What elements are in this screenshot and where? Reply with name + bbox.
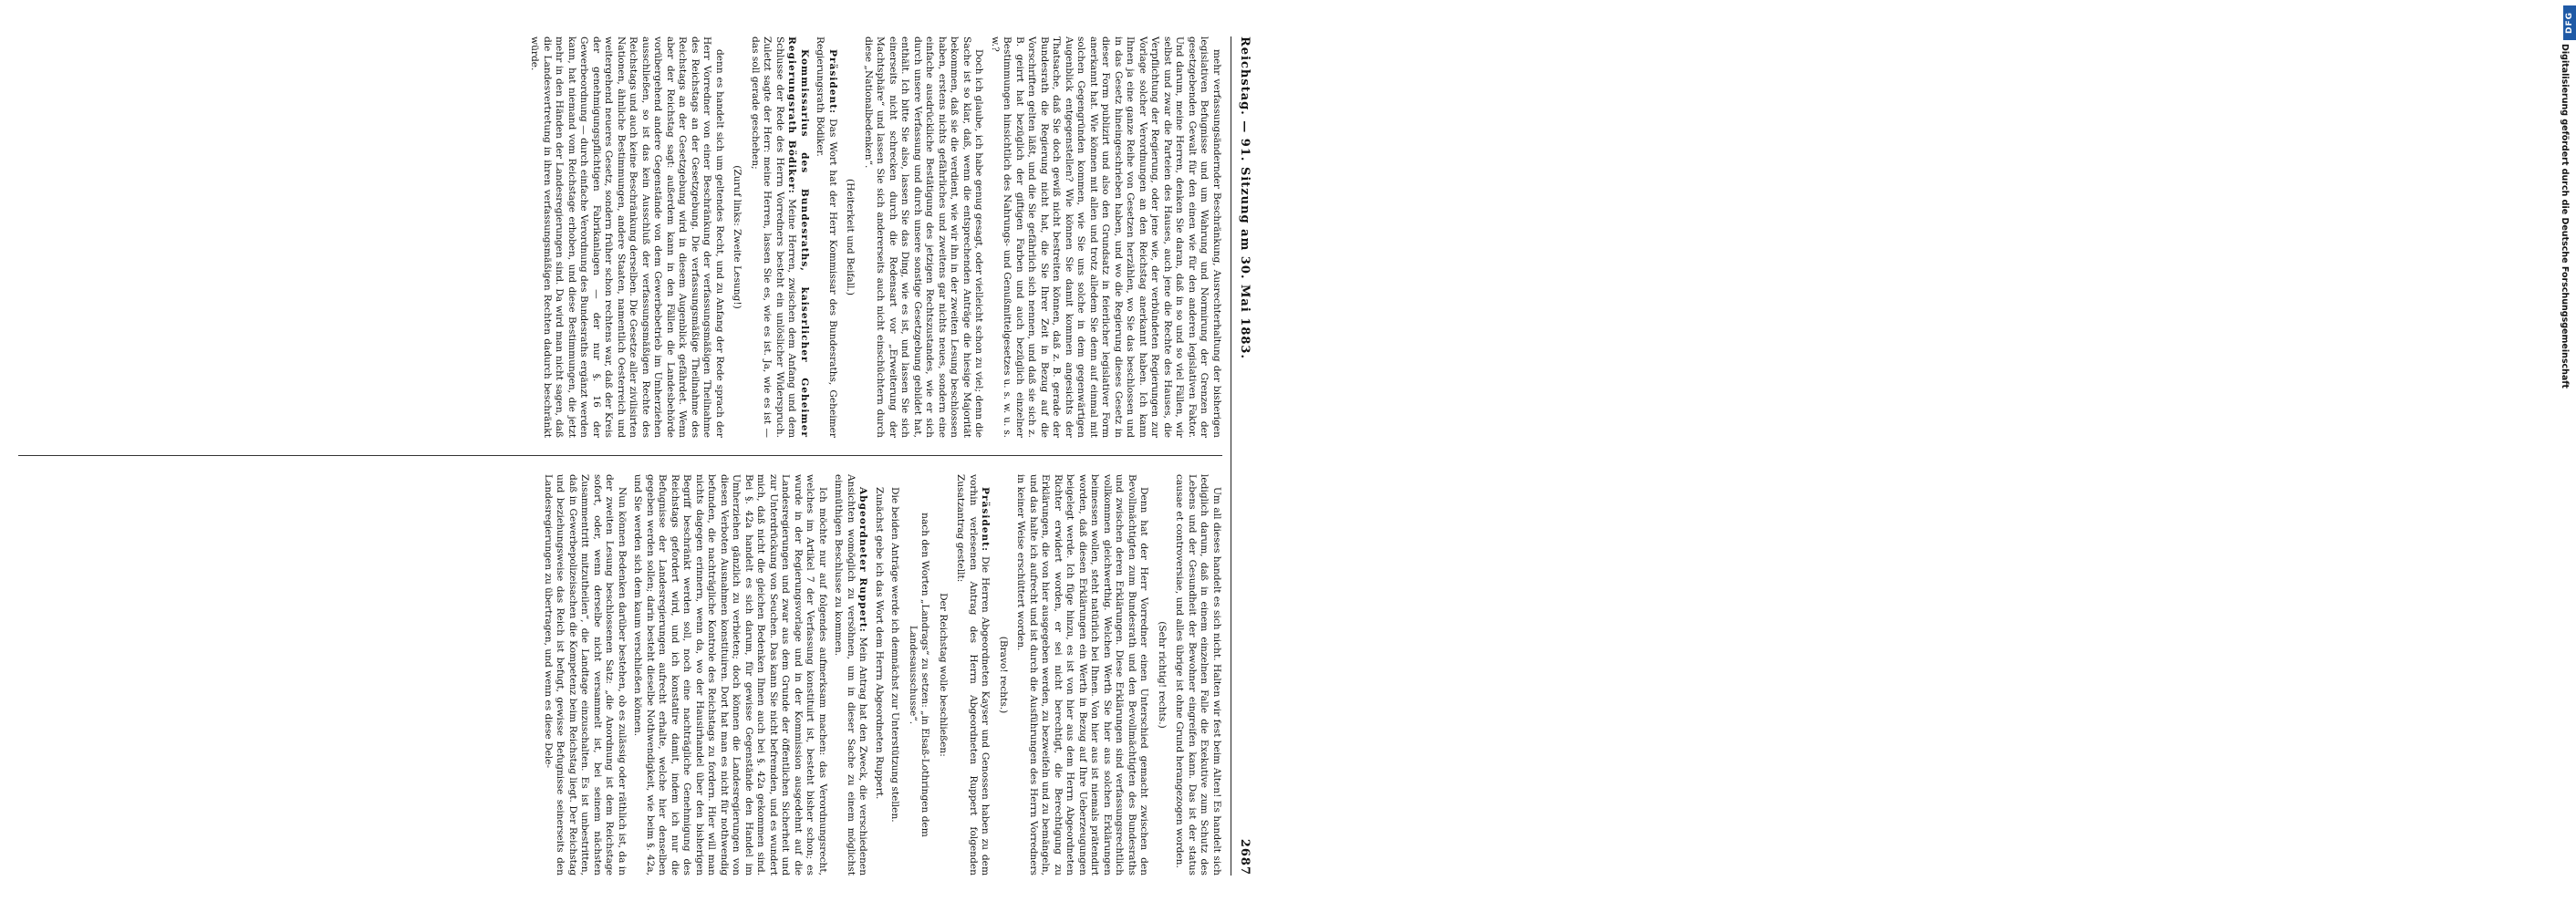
digitisation-notice: Digitalisierung gefördert durch die Deutsche Forschungsgemeinschaft [2560,44,2570,389]
paragraph: Zunächst gebe ich das Wort dem Herrn Abgeordneten Ruppert. [874,487,885,800]
paragraph: Ich möchte nur auf folgendes aufmerksam machen: das Verordnungsrecht, welches im Artikel 7 der Verfassung konstituirt ist, besteht bisher schon; es wurde in der Regierungsvorlage und in der Kommission ausgedehnt auf die Landesregierungen und zwar aus dem Grunde der öffentlichen Sicherheit und zur Unterdrückung von Seuchen. Das kann Sie nicht befremden, und es wundert mich, daß nicht die gleichen Bedenken Ihnen auch bei §. 42a gekommen sind. Bei §. 42a handelt es sich darum, für gewisse Gegenstände den Handel im Umherziehen gänzlich zu verbieten; doch können die Landesregierungen von diesen Verboten Ausnahmen konstituiren. Dort hat man es nicht für nothwendig befunden, die nachträgliche Kontrole des Reichstags zu fordern. Hier will man nichts dagegen erinnern, wenn da, wo der Hausirhandel über den bisherigen Begriff beschränkt werden soll, noch eine nachträgliche Genehmigung des Reichstags gefordert wird, und ich konstatire damit, indem ich nur die Befugnisse der Landesregierungen aufrecht erhalte, welche hier denselben gegeben werden sollen; darin besteht dieselbe Nothwendigkeit, wie beim §. 42a, und Sie werden sich dem kaum verschließen können. [632,474,828,876]
speech-text: Meine Herren, zwischen dem Anfang und dem Schlusse der Rede des Herrn Vorredners besteht ein unlöslicher Widerspruch. Zuletzt sagte der Herr: meine Herren, lassen Sie es, wie es ist. Ja, wie es ist — das soll gerade geschehen; [750,36,798,439]
page-number: 2687 [1238,838,1252,876]
stage-direction: (Heiterkeit und Beifall.) [845,178,857,296]
speaker-paragraph [832,474,869,876]
page-header [1231,36,1253,876]
speaker-paragraph [814,36,838,438]
speaker-name: Präsident: [827,49,838,115]
paragraph: Doch ich glaube, ich habe genug gesagt, oder vielleicht schon zu viel; denn die Sache ist so klar, daß, wenn die entsprechenden Anträge die hiesige Majorität bekommen, daß sie die verdient, wie wir ihn in der zweiten Lesung beschlossen haben, erstens nichts gefährliches und zweitens gar nichts neues, sondern eine einfache ausdrückliche Bestätigung des jetzigen Rechtszustandes, wie er sich durch unsere Verfassung und durch unsere sonstige Gesetzgebung gebildet hat, enthält. Ich bitte Sie also, lassen Sie das Ding, wie es ist, und lassen Sie sich einerseits nicht schrecken durch die Redensart vor „Erweiterung der Machtsphäre“ und lassen Sie sich andererseits auch nicht einschüchtern durch diese „Nationalbedenken“. [863,36,985,438]
running-title: Reichstag. — 91. Sitzung am 30. Mai 1883. [1238,36,1252,360]
motion-quote: Der Reichstag wolle beschließen: [938,593,949,757]
speaker-paragraph [954,474,992,876]
speech-text: Das Wort hat der Herr Kommissar des Bundesraths, Geheimer Regierungsrath Bödiker. [815,36,838,438]
paragraph: Nun können Bedenken darüber bestehen, ob es zulässig oder räthlich ist, da in der zweiten Lesung beschlossenen Satz: „die Anordnung ist dem Reichstage sofort, oder, wenn derselbe nicht versammelt ist, bei seinem nächsten Zusammentritt mitzutheilen“, die Landtage einzuschalten. Es ist unbestritten, daß in Gewerbepolizeisachen die Kompetenz beim Reichstag liegt. Der Reichstag und beziehungsweise das Reich ist befugt, gewisse Befugnisse seinerseits den Landesregierungen zu übertragen, und wenn es diese Dele- [543,474,628,876]
stage-direction: (Sehr richtig! rechts.) [1157,621,1168,729]
paragraph: Die beiden Anträge werde ich demnächst zur Unterstützung stellen. [889,487,901,823]
dfg-logo-text: DFG [2565,11,2575,35]
motion-quote: nach den Worten „Landrags“ zu setzen: „in Elsaß-Lothringen dem Landesausschusse“. [908,513,931,837]
column-divider [18,455,1222,456]
paragraph: mehr verfassungsändernder Beschränkung, Ausrechterhaltung der bisherigen legislativen Befugnisse und um Wahrung und Normirung der Grenzen der gesetzgebenden Gewalt für den einen wie für den anderen legislativen Faktor. Und darum, meine Herren, denken Sie daran, daß in so und so viel Fällen, wir selbst und zwar die Parteien des Hauses, auch jene die Rechte des Hauses, die Verpflichtung der Regierung, oder jene wie, der verbündeten Regierungen zur Vorlage solcher Verordnungen an den Reichstag anerkannt haben. Ich kann Ihnen ja eine ganze Reihe von Gesetzen herzählen, wo Sie das beschlossen und in das Gesetz hineingeschrieben haben, und wo die Regierung dieses Gesetz in dieser Form publizirt und also den Grundsatz in feierlicher legislativer Form anerkannt hat. Wie können mit allen und trotz alledem Sie denn auf einmal mit solchen Gegengründen kommen, wie Sie uns solche in dem gegenwärtigen Augenblick entgegenstellen? Wie können Sie damit kommen angesichts der Thatsache, daß Sie doch gewiß nicht bestreiten können, daß z. B. gerade der Bundesrath die Regierung nicht hat, die Sie Ihrer Zeit in Bezug auf die Vorschriften gelten läßt, und die Sie gefährlich sich nennen, und daß sie sich z. B. geirrt hat bezüglich der giftigen Farben und auch bezüglich einzelner Bestimmungen hinsichtlich des Nahrungs- und Genußmittelgesetzes u. s. w. u. s. w.? [990,36,1222,438]
speaker-name: Präsident: [980,487,992,553]
speech-text: Mein Antrag hat den Zweck, die verschiedenen Ansichten womöglich zu versöhnen, um in dieser Sache zu einem möglichst einmüthigen Beschlusse zu kommen. [833,474,869,876]
paragraph: Um all dieses handelt es sich nicht. Halten wir fest beim Alten! Es handelt sich lediglich darum, daß in einem einzelnen Falle die Exekutive zum Schutz des Lebens und der Gesundheit der Bewohner eingreifen kann. Das ist der status causae et controversiae, und alles übrige ist ohne Grund herangezogen worden. [1174,474,1222,876]
speech-text: Die Herren Abgeordneten Kayser und Genossen haben zu dem vorhin verlesenen Antrag des Herrn Abgeordneten Ruppert folgenden Zusatzantrag gestellt: [955,474,992,876]
scanned-page [0,0,1259,912]
right-column [18,474,1222,876]
interjection: (Zuruf links: Zweite Lesung!) [732,165,743,309]
dfg-logo [2563,5,2576,40]
paragraph: Denn hat der Herr Vorredner einen Unterschied gemacht zwischen den Bevollmächtigten zum Bundesrath und den Bevollmächtigten des Bundesraths und zwischen deren Erklärungen. Diese Erklärungen sind verfassungsrechtlich vollkommen gleichwerthig. Welchen Werth Sie hier aus solchen Erklärungen beimessen wollen, steht natürlich bei Ihnen. Von hier aus ist niemals prätendirt worden, daß diesen Erklärungen ein Werth in Bezug auf Ihre Ueberzeugungen beigelegt werde. Ich füge hinzu, es ist von hier aus dem Herrn Abgeordneten Richter erwidert worden, er sei nicht berechtigt, die Berechtigung zu Erklärungen, die von hier ausgegeben werden, zu bezweifeln und zu bemängeln, und das halte ich aufrecht und ist durch die Ausführungen des Herrn Vorredners in keiner Weise erschüttert worden. [1015,474,1150,876]
left-column [18,36,1222,438]
digitisation-sidebar [1277,0,2575,912]
speaker-name: Abgeordneter Ruppert: [857,487,869,633]
speaker-name: Kommissarius des Bundesraths, kaiserlicher Geheimer Regierungsrath Bödiker: [786,36,810,438]
paragraph: denn es handelt sich um geltendes Recht, und zu Anfang der Rede sprach der Herr Vorredner von einer Beschränkung der verfassungsmäßigen Theilnahme des Reichstags an der Gesetzgebung. Die verfassungsmäßige Theilnahme des Reichstags an der Gesetzgebung wird in diesem Augenblick gefährdet. Wenn aber der Reichstag sagt: außerdem kann in den Fällen die Landesbehörde vorübergehend andere Gegenstände von dem Gewerbebetrieb im Umherziehen ausschließen, so ist das kein Ausschluß der verfassungsmäßigen Rechte des Reichstags und auch keine Beschränkung derselben. Die Gesetze aller zivilisirten Nationen, ähnliche Bestimmungen, andere Staaten, namentlich Oesterreich und weitergehend neueres Gesetz, sondern früher schon rechtens war, daß der Kreis der genehmigungspflichtigen Fabrikanlagen — der nur §. 16 der Gewerbeordnung — durch einfache Verordnung des Bundesraths ergänzt werden kann, hat niemand vom Reichstage erhoben, und diese Bestimmungen, die jetzt mehr in den Händen der Landesregierungen sind. Da wird man nicht sagen, daß die Landesvertretung in ihren verfassungsmäßigen Rechten dadurch beschränkt würde. [529,36,725,438]
speaker-paragraph [749,36,811,438]
stage-direction: (Bravo! rechts.) [998,636,1009,714]
